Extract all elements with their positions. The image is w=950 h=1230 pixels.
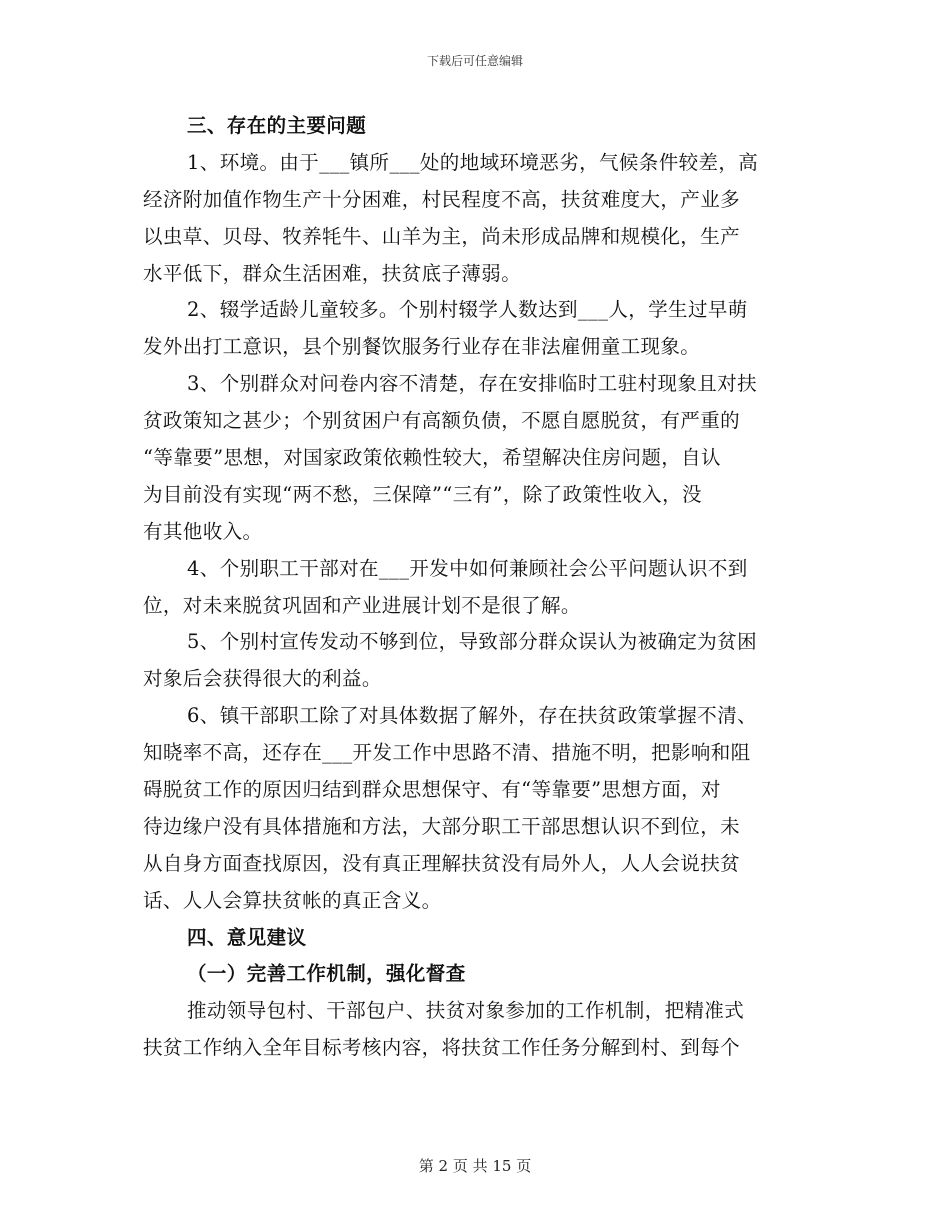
paragraph-line: 扶贫工作纳入全年目标考核内容，将扶贫工作任务分解到村、到每个 [143,1036,741,1060]
paragraph-line: 为目前没有实现“两不愁，三保障”“三有”，除了政策性收入，没 [143,482,702,506]
page-header: 下载后可任意编辑 [426,54,523,68]
section-heading-problems: 三、存在的主要问题 [187,114,367,137]
paragraph-line: 话、人人会算扶贫帐的真正含义。 [143,888,442,912]
paragraph-line: 位，对未来脱贫巩固和产业进展计划不是很了解。 [143,593,581,617]
paragraph-line: 2、辍学适龄儿童较多。个别村辍学人数达到___人，学生过早萌 [187,298,748,322]
paragraph-line: “等靠要”思想，对国家政策依赖性较大，希望解决住房问题，自认 [143,446,721,470]
paragraph-line: 推动领导包村、干部包户、扶贫对象参加的工作机制，把精准式 [187,999,745,1023]
paragraph-line: 有其他收入。 [143,519,263,543]
document-body [143,108,807,1067]
section-heading-suggestions: 四、意见建议 [187,925,307,949]
paragraph-line: 发外出打工意识，县个别餐饮服务行业存在非法雇佣童工现象。 [143,335,701,359]
paragraph-line: 经济附加值作物生产十分困难，村民程度不高，扶贫难度大，产业多 [143,187,741,211]
paragraph-line: 3、个别群众对问卷内容不清楚，存在安排临时工驻村现象且对扶 [187,372,758,396]
paragraph-line: 1、环境。由于___镇所___处的地域环境恶劣，气候条件较差，高 [187,150,759,174]
paragraph-line: 待边缘户没有具体措施和方法，大部分职工干部思想认识不到位，未 [143,814,741,838]
paragraph-line: 4、个别职工干部对在___开发中如何兼顾社会公平问题认识不到 [187,556,748,580]
subsection-heading: （一）完善工作机制，强化督查 [187,962,466,986]
paragraph-line: 贫政策知之甚少；个别贫困户有高额负债，不愿自愿脱贫，有严重的 [143,409,741,433]
page-number: 第 2 页 共 15 页 [418,1157,532,1175]
paragraph-line: 知晓率不高，还存在___开发工作中思路不清、措施不明，把影响和阻 [143,741,751,765]
paragraph-line: 碍脱贫工作的原因归结到群众思想保守、有“等靠要”思想方面，对 [143,778,721,802]
paragraph-line: 从自身方面查找原因，没有真正理解扶贫没有局外人，人人会说扶贫 [143,851,741,875]
paragraph-line: 对象后会获得很大的利益。 [143,667,382,691]
paragraph-line: 5、个别村宣传发动不够到位，导致部分群众误认为被确定为贫困 [187,630,758,654]
paragraph-line: 6、镇干部职工除了对具体数据了解外，存在扶贫政策掌握不清、 [187,704,758,728]
paragraph-line: 以虫草、贝母、牧养牦牛、山羊为主，尚未形成品牌和规模化，生产 [143,224,741,248]
paragraph-line: 水平低下，群众生活困难，扶贫底子薄弱。 [143,261,522,285]
